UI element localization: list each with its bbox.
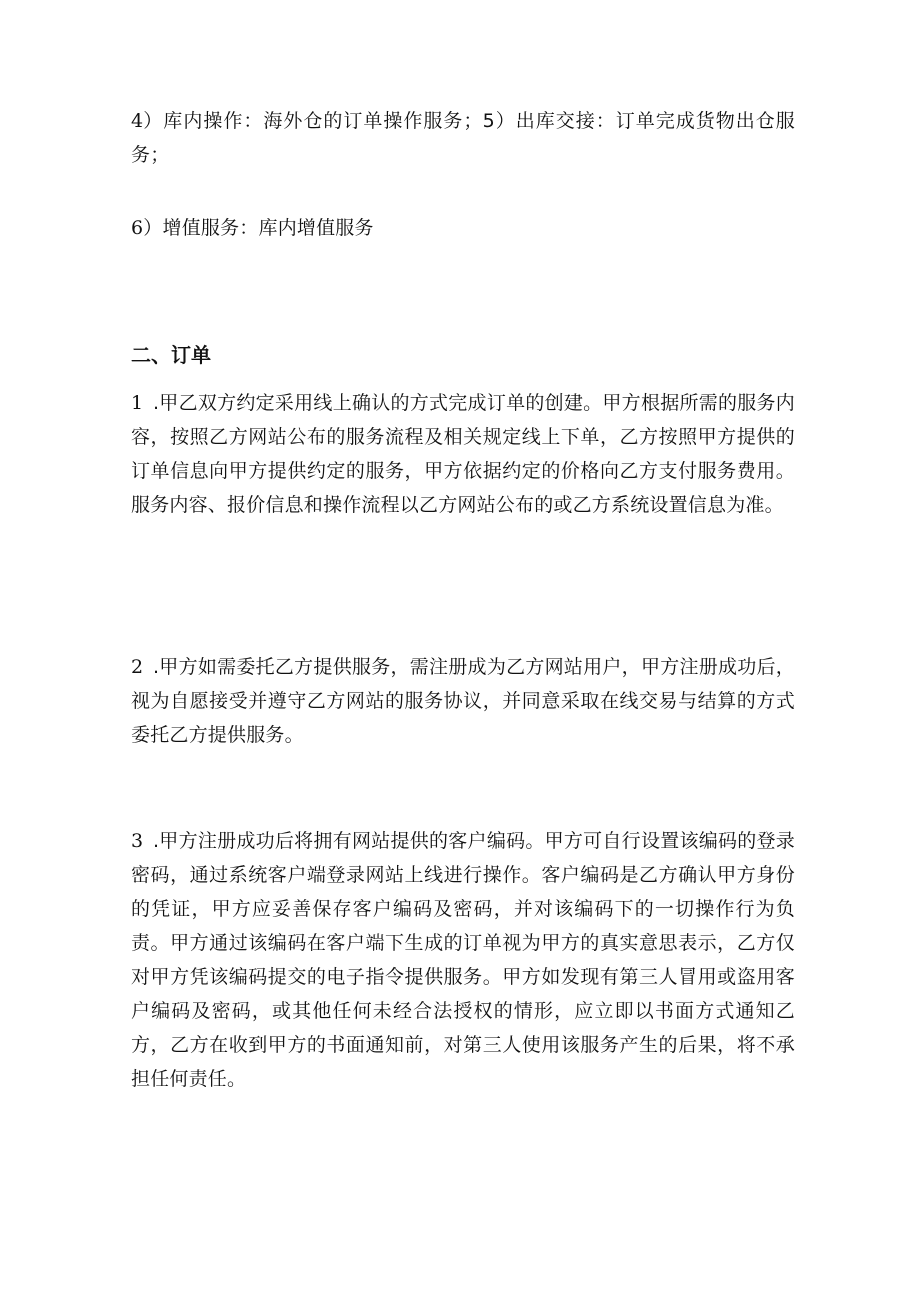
- clause-text: .甲方注册成功后将拥有网站提供的客户编码。甲方可自行设置该编码的登录密码，通过系统客户端登录网站上线进行操作。客户编码是乙方确认甲方身份的凭证，甲方应妥善保存客户编码及密码，并对该编码下的一切操作行为负责。甲方通过该编码在客户端下生成的订单视为甲方的真实意思表示，乙方仅对甲方凭该编码提交的电子指令提供服务。甲方如发现有第三人冒用或盗用客户编码及密码，或其他任何未经合法授权的情形，应立即以书面方式通知乙方，乙方在收到甲方的书面通知前，对第三人使用该服务产生的后果，将不承担任何责任。: [131, 830, 795, 1090]
- clause-text: .甲乙双方约定采用线上确认的方式完成订单的创建。甲方根据所需的服务内容，按照乙方网站公布的服务流程及相关规定线上下单，乙方按照甲方提供的订单信息向甲方提供约定的服务，甲方依据约定的价格向乙方支付服务费用。服务内容、报价信息和操作流程以乙方网站公布的或乙方系统设置信息为准。: [131, 392, 795, 516]
- item-number: 6）: [131, 217, 163, 239]
- clause-number: 2: [131, 656, 144, 678]
- item-6-paragraph: [131, 211, 795, 245]
- clause-2-paragraph: [131, 650, 795, 752]
- clause-3-paragraph: [131, 824, 795, 1096]
- clause-number: 1: [131, 392, 144, 414]
- item-text: 增值服务：库内增值服务: [162, 217, 374, 239]
- clause-number: 3: [131, 830, 144, 852]
- section-heading: 二、订单: [131, 343, 211, 367]
- item-4-5-paragraph: [131, 104, 795, 172]
- item-number: 4）: [131, 110, 163, 132]
- clause-1-paragraph: [131, 386, 795, 522]
- clause-text: .甲方如需委托乙方提供服务，需注册成为乙方网站用户，甲方注册成功后，视为自愿接受并遵守乙方网站的服务协议，并同意采取在线交易与结算的方式委托乙方提供服务。: [131, 656, 795, 746]
- item-text: 库内操作：海外仓的订单操作服务；5）出库交接：订单完成货物出仓服务；: [131, 110, 795, 166]
